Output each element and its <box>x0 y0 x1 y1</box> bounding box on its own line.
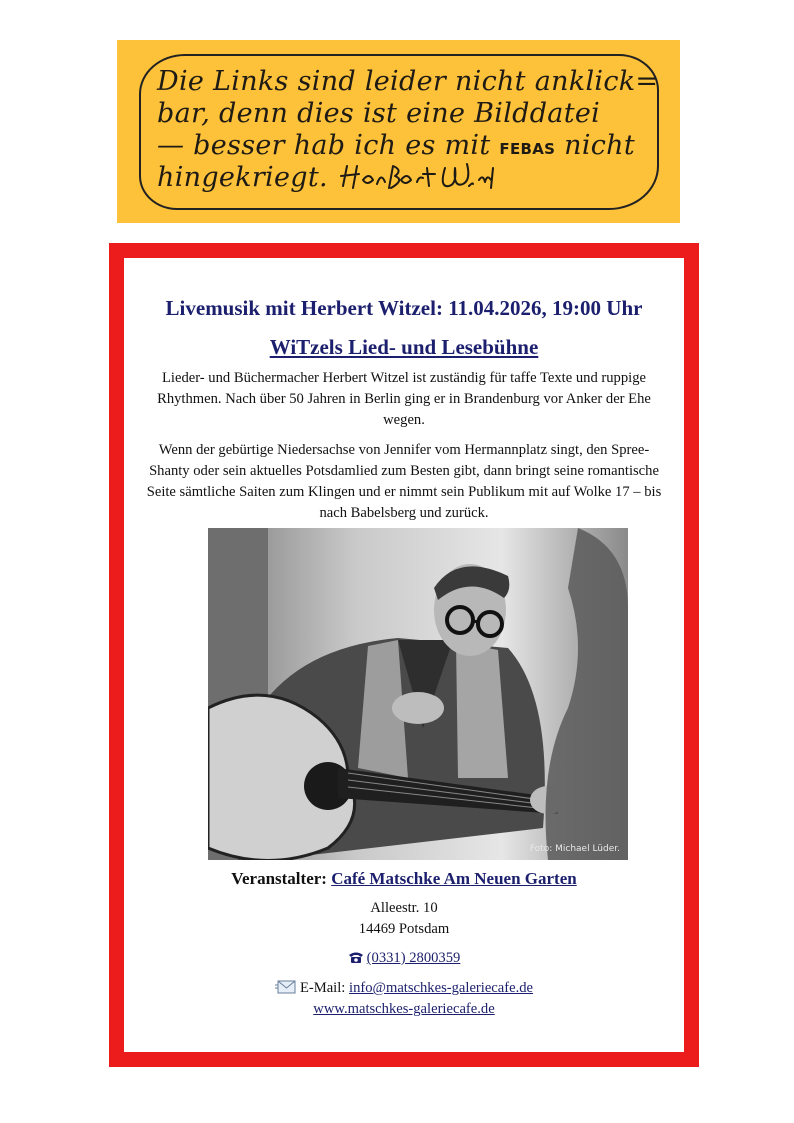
organizer-label: Veranstalter: <box>231 869 327 888</box>
photo-illustration <box>208 528 628 860</box>
address-street: Alleestr. 10 <box>370 900 438 916</box>
phone-line <box>124 950 684 967</box>
photo-credit: Foto: Michael Lüder. <box>529 844 620 854</box>
website-line <box>124 1001 684 1018</box>
event-headline: Livemusik mit Herbert Witzel: 11.04.2026, 19:00 Uhr <box>165 296 643 320</box>
telephone-icon <box>348 951 364 964</box>
note-line-3 <box>157 130 635 161</box>
organizer-link[interactable]: Café Matschke Am Neuen Garten <box>331 869 577 888</box>
email-line <box>124 980 684 997</box>
phone-link[interactable]: (0331) 2800359 <box>366 950 461 966</box>
address-city: 14469 Potsdam <box>358 921 450 937</box>
event-subtitle-link[interactable]: WiTzels Lied- und Lesebühne <box>269 335 539 359</box>
event-flyer <box>109 243 699 1067</box>
performer-photo <box>208 528 628 860</box>
note-line-3-text: — besser hab ich es mit <box>157 130 491 161</box>
note-line-1: Die Links sind leider nicht anklick= <box>157 66 659 97</box>
organizer-line <box>124 869 684 889</box>
email-label: E-Mail: <box>299 980 346 996</box>
flyer-content <box>124 258 684 1052</box>
note-line-4-text: hingekriegt. <box>157 162 328 193</box>
description-paragraph-2: Wenn der gebürtige Niedersachse von Jennifer vom Hermannplatz singt, den Spree-Shanty oder sein aktuelles Potsdamlied zum Besten gibt, dann bringt seine romantische Seite sämtliche Saiten zum Klingen und er nimmt sein Publikum mit auf Wolke 17 – bis nach Babelsberg und zurück. <box>146 442 662 521</box>
handwritten-note <box>117 40 680 223</box>
email-link[interactable]: info@matschkes-galeriecafe.de <box>349 980 534 996</box>
note-line-4 <box>157 162 507 193</box>
envelope-icon <box>275 980 297 994</box>
note-febas-word: FEBAS <box>499 140 556 158</box>
description-paragraph-1: Lieder- und Büchermacher Herbert Witzel ist zuständig für taffe Texte und ruppige Rhythmen. Nach über 50 Jahren in Berlin ging er in Brandenburg vor Anker der Ehe wegen. <box>157 370 651 428</box>
handwritten-signature <box>337 162 507 192</box>
website-link[interactable]: www.matschkes-galeriecafe.de <box>313 1001 495 1017</box>
note-line-3-end: nicht <box>564 130 636 161</box>
note-line-2: bar, denn dies ist eine Bilddatei <box>157 98 601 129</box>
